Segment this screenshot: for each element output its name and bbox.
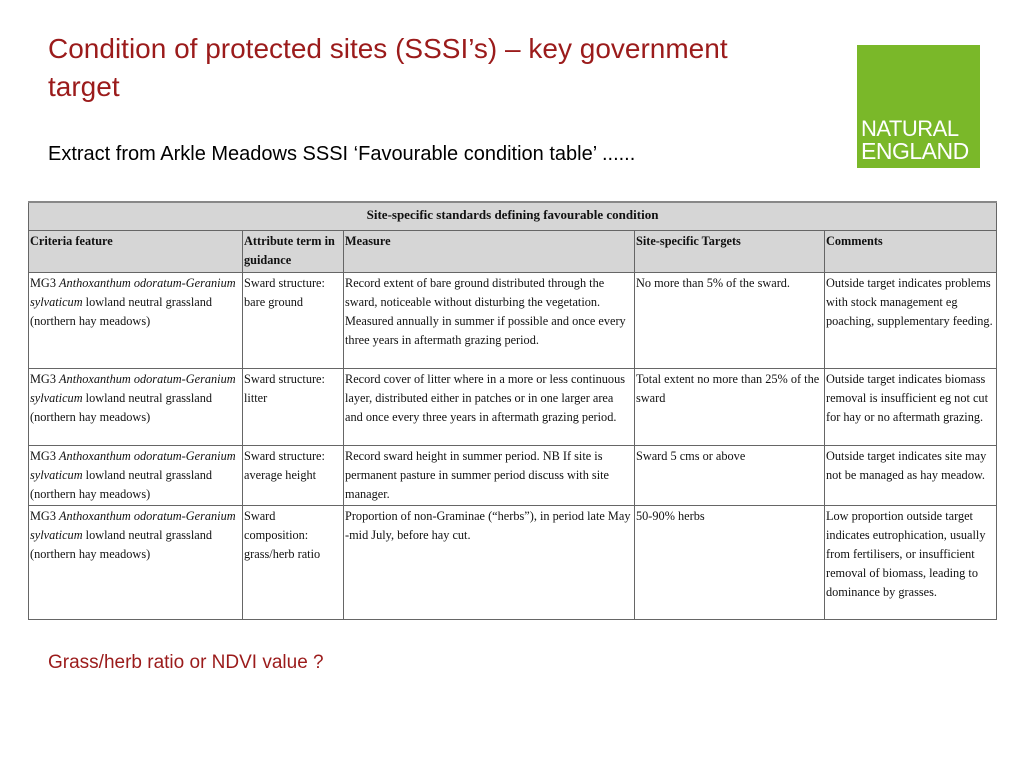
table-banner: Site-specific standards defining favourable condition (29, 202, 997, 231)
header-attribute-term: Attribute term in guidance (243, 231, 344, 273)
measure-cell: Proportion of non-Graminae (“herbs”), in period late May -mid July, before hay cut. (344, 506, 635, 620)
table-row (29, 446, 997, 506)
target-cell: No more than 5% of the sward. (635, 273, 825, 369)
table-header-row (29, 231, 997, 273)
criteria-feature-cell: MG3 Anthoxanthum odoratum-Geranium sylvaticum lowland neutral grassland (northern hay meadows) (29, 369, 243, 446)
favourable-condition-table (28, 201, 997, 620)
attribute-cell: Sward composition: grass/herb ratio (243, 506, 344, 620)
target-cell: 50-90% herbs (635, 506, 825, 620)
favourable-condition-table-extract (28, 201, 996, 620)
header-measure: Measure (344, 231, 635, 273)
criteria-feature-cell: MG3 Anthoxanthum odoratum-Geranium sylvaticum lowland neutral grassland (northern hay meadows) (29, 273, 243, 369)
measure-cell: Record sward height in summer period. NB If site is permanent pasture in summer period discuss with site manager. (344, 446, 635, 506)
logo-line-2: ENGLAND (861, 138, 969, 164)
measure-cell: Record extent of bare ground distributed through the sward, noticeable without disturbing the vegetation. Measured annually in summer if possible and once every three years in aftermath grazing period. (344, 273, 635, 369)
target-cell: Total extent no more than 25% of the sward (635, 369, 825, 446)
measure-cell: Record cover of litter where in a more or less continuous layer, distributed either in patches or in one larger area and once every three years in aftermath grazing period. (344, 369, 635, 446)
table-row (29, 369, 997, 446)
attribute-cell: Sward structure: bare ground (243, 273, 344, 369)
target-cell: Sward 5 cms or above (635, 446, 825, 506)
header-criteria-feature: Criteria feature (29, 231, 243, 273)
logo-line-1: NATURAL (861, 116, 959, 141)
comment-cell: Outside target indicates site may not be managed as hay meadow. (825, 446, 997, 506)
comment-cell: Low proportion outside target indicates eutrophication, usually from fertilisers, or insufficient removal of biomass, leading to dominance by grasses. (825, 506, 997, 620)
footer-question: Grass/herb ratio or NDVI value ? (48, 652, 324, 673)
header-comments: Comments (825, 231, 997, 273)
attribute-cell: Sward structure: average height (243, 446, 344, 506)
criteria-feature-cell: MG3 Anthoxanthum odoratum-Geranium sylvaticum lowland neutral grassland (northern hay meadows) (29, 446, 243, 506)
comment-cell: Outside target indicates problems with stock management eg poaching, supplementary feeding. (825, 273, 997, 369)
attribute-cell: Sward structure: litter (243, 369, 344, 446)
slide-title: Condition of protected sites (SSSI’s) – key government target (48, 33, 728, 102)
comment-cell: Outside target indicates biomass removal is insufficient eg not cut for hay or no aftermath grazing. (825, 369, 997, 446)
header-site-specific-targets: Site-specific Targets (635, 231, 825, 273)
slide-subtitle: Extract from Arkle Meadows SSSI ‘Favourable condition table’ ...... (48, 143, 636, 165)
natural-england-logo (857, 45, 980, 168)
criteria-feature-cell: MG3 Anthoxanthum odoratum-Geranium sylvaticum lowland neutral grassland (northern hay meadows) (29, 506, 243, 620)
table-row (29, 506, 997, 620)
table-row (29, 273, 997, 369)
